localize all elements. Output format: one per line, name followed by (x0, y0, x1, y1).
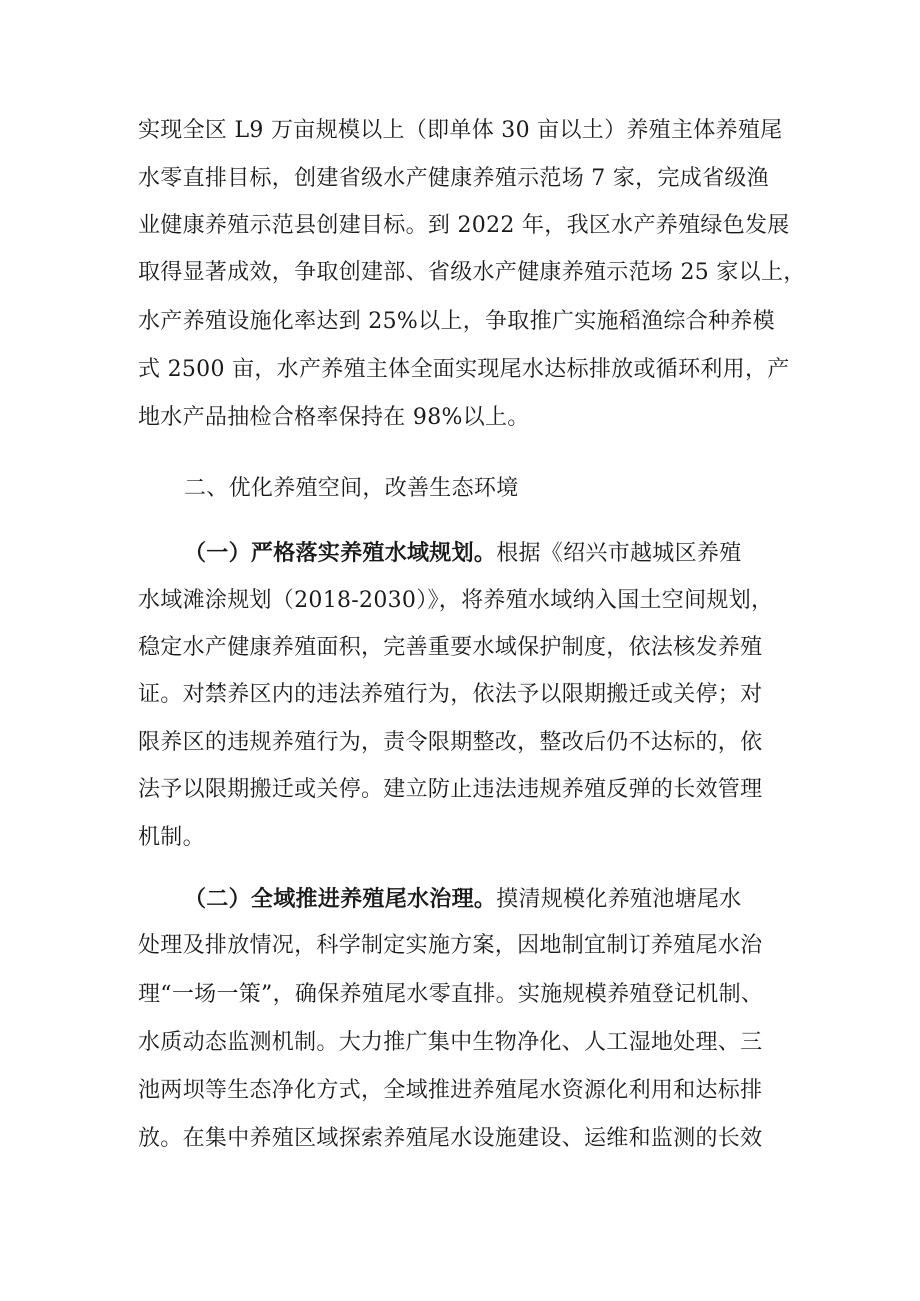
subsection-1-line-3: 稳定水产健康养殖面积，完善重要水域保护制度，依法核发养殖 (138, 635, 763, 660)
subsection-1-line-7: 机制。 (138, 825, 205, 850)
subsection-1-line-5: 限养区的违规养殖行为，责令限期整改，整改后仍不达标的，依 (138, 730, 763, 755)
subsection-2-line-5: 池两坝等生态净化方式，全域推进养殖尾水资源化利用和达标排 (138, 1078, 763, 1103)
subsection-1-first-line-text: 根据《绍兴市越城区养殖 (496, 541, 742, 566)
subsection-1-line-6: 法予以限期搬迁或关停。建立防止违法违规养殖反弹的长效管理 (138, 777, 763, 802)
subsection-1-title: （一）严格落实养殖水域规划。 (184, 540, 497, 566)
section-heading: 二、优化养殖空间，改善生态环境 (184, 476, 519, 501)
subsection-2-first-line (184, 884, 844, 915)
subsection-2-line-2: 处理及排放情况，科学制定实施方案，因地制宜制订养殖尾水治 (138, 933, 763, 958)
subsection-2-first-line-text: 摸清规模化养殖池塘尾水 (496, 887, 742, 912)
paragraph-1-line-4: 取得显著成效，争取创建部、省级水产健康养殖示范场 25 家以上， (138, 260, 806, 285)
paragraph-1-line-3: 业健康养殖示范县创建目标。到 2022 年，我区水产养殖绿色发展 (138, 213, 790, 238)
subsection-1-line-4: 证。对禁养区内的违法养殖行为，依法予以限期搬迁或关停；对 (138, 682, 763, 707)
paragraph-1-line-2: 水零直排目标，创建省级水产健康养殖示范场 7 家，完成省级渔 (138, 166, 769, 191)
subsection-1-line-2: 水域滩涂规划（2018-2030）》，将养殖水域纳入国土空间规划， (138, 588, 774, 613)
subsection-2-line-4: 水质动态监测机制。大力推广集中生物净化、人工湿地处理、三 (138, 1030, 763, 1055)
subsection-2-line-3: 理“一场一策”，确保养殖尾水零直排。实施规模养殖登记机制、 (138, 982, 764, 1007)
paragraph-1-line-6: 式 2500 亩，水产养殖主体全面实现尾水达标排放或循环利用，产 (138, 357, 790, 382)
paragraph-1-line-5: 水产养殖设施化率达到 25%以上，争取推广实施稻渔综合种养模 (138, 309, 775, 334)
subsection-2-title: （二）全域推进养殖尾水治理。 (184, 886, 497, 912)
subsection-2-line-6: 放。在集中养殖区域探索养殖尾水设施建设、运维和监测的长效 (138, 1126, 763, 1151)
paragraph-1-line-7: 地水产品抽检合格率保持在 98%以上。 (138, 405, 530, 430)
subsection-1-first-line (184, 538, 844, 569)
paragraph-1-line-1: 实现全区 L9 万亩规模以上（即单体 30 亩以土）养殖主体养殖尾 (138, 118, 783, 143)
